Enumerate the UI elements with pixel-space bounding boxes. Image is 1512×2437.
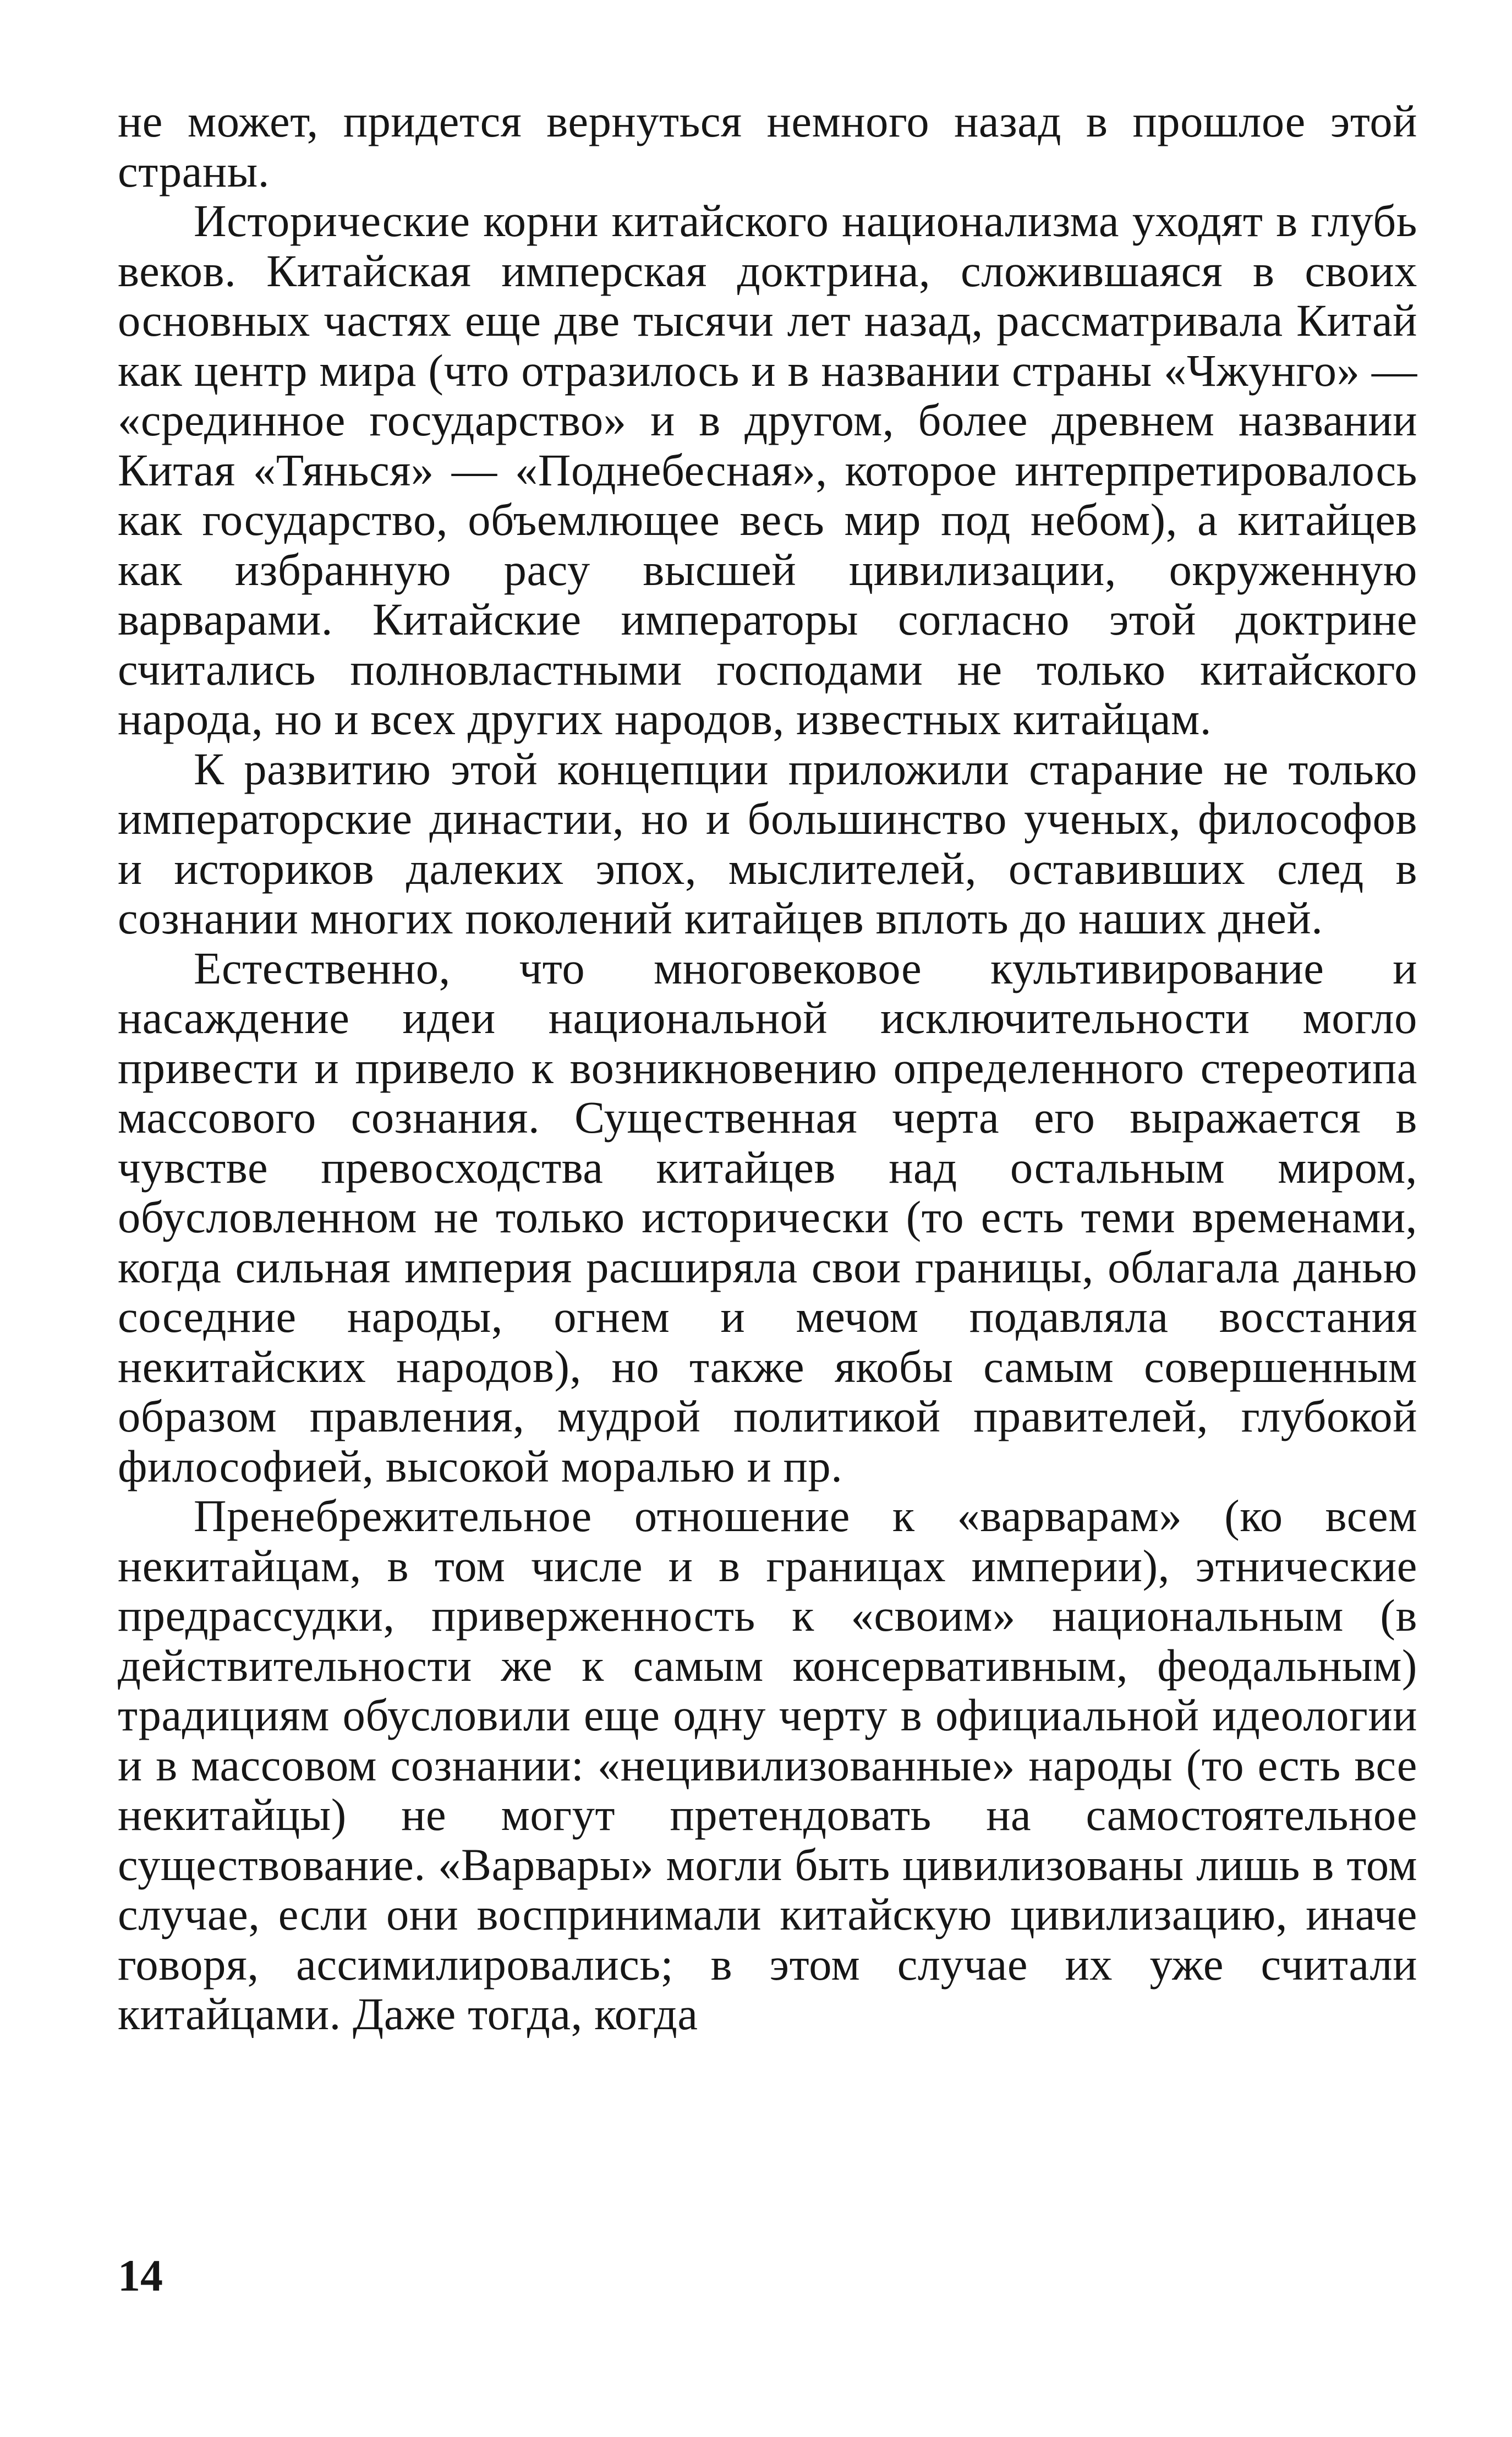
paragraph-mass-consciousness: Естественно, что многовековое культивирование и насаждение идеи национальной исключительности могло привести и привело к возникновению определенного стереотипа массового сознания. Существенная черта его выражается в чувстве превосходства китайцев над остальным миром, обусловленном не только исторически (то есть теми временами, когда сильная империя расширяла свои границы, облагала данью соседние народы, огнем и мечом подавляла восстания некитайских народов), но также якобы самым совершенным образом правления, мудрой политикой правителей, глубокой философией, высокой моралью и пр.	[118, 942, 1417, 1491]
paragraph-historical-roots: Исторические корни китайского национализма уходят в глубь веков. Китайская имперская доктрина, сложившаяся в своих основных частях еще две тысячи лет назад, рассматривала Китай как центр мира (что отразилось и в названии страны «Чжунго» — «срединное государство» и в другом, более древнем названии Китая «Тянься» — «Поднебесная», которое интерпретировалось как государство, объемлющее весь мир под небом), а китайцев как избранную расу высшей цивилизации, окруженную варварами. Китайские императоры согласно этой доктрине считались полновластными господами не только китайского народа, но и всех других народов, известных китайцам.	[118, 195, 1417, 744]
paragraph-continuation: не может, придется вернуться немного назад в прошлое этой страны.	[118, 96, 1417, 196]
page-body	[118, 96, 1417, 2039]
paragraph-barbarians: Пренебрежительное отношение к «варварам» (ко всем некитайцам, в том числе и в границах империи), этнические предрассудки, приверженность к «своим» национальным (в действительности же к самым консервативным, феодальным) традициям обусловили еще одну черту в официальной идеологии и в массовом сознании: «нецивилизованные» народы (то есть все некитайцы) не могут претендовать на самостоятельное существование. «Варвары» могли быть цивилизованы лишь в том случае, если они воспринимали китайскую цивилизацию, иначе говоря, ассимилировались; в этом случае их уже считали китайцами. Даже тогда, когда	[118, 1490, 1417, 2039]
paragraph-concept-development: К развитию этой концепции приложили старание не только императорские династии, но и большинство ученых, философов и историков далеких эпох, мыслителей, оставивших след в сознании многих поколений китайцев вплоть до наших дней.	[118, 743, 1417, 943]
page-number: 14	[118, 2250, 163, 2301]
